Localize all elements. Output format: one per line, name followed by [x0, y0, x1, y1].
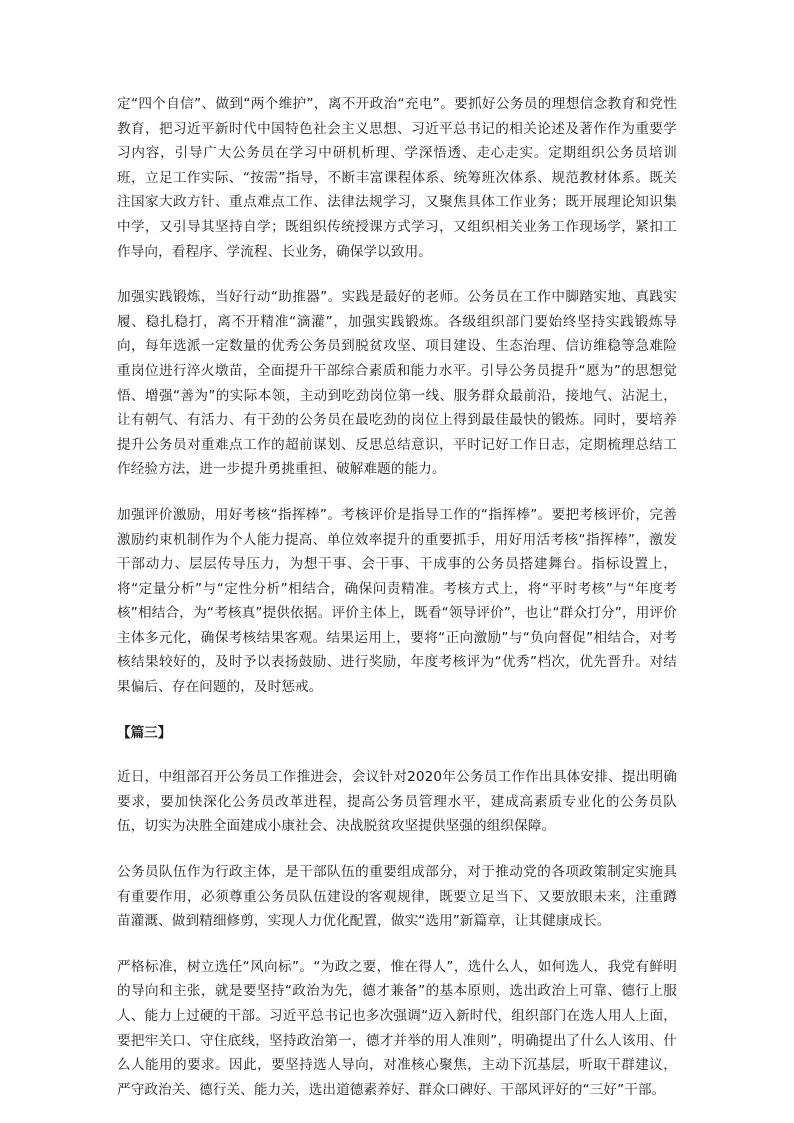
paragraph-meeting: 近日，中组部召开公务员工作推进会，会议针对2020年公务员工作作出具体安排、提出明确要求，要加快深化公务员改革进程，提高公务员管理水平，建成高素质专业化的公务员队伍，切实为决胜全面建成小康社会、决战脱贫攻坚提供坚强的组织保障。 [117, 769, 677, 835]
paragraph-standards: 严格标准，树立选任“风向标”。“为政之要，惟在得人”，选什么人，如何选人，我党有鲜明的导向和主张，就是要坚持“政治为先，德才兼备”的基本原则，选出政治上可靠、德行上服人、能力上过硬的干部。习近平总书记也多次强调“迈入新时代，组织部门在选人用人上面，要把牢关口、守住底线，坚持政治第一，德才并举的用人准则”，明确提出了什么人该用、什么人能用的要求。因此，要坚持选人导向，对准核心聚焦，主动下沉基层，听取干群建议，严守政治关、德行关、能力关，选出道德素养好、群众口碑好、干部风评好的“三好”干部。 [117, 958, 677, 1098]
paragraph-team: 公务员队伍作为行政主体，是干部队伍的重要组成部分，对于推动党的各项政策制定实施具有重要作用，必须尊重公务员队伍建设的客观规律，既要立足当下、又要放眼未来，注重蹲苗灌溉、做到精细修剪，实现人力优化配置，做实“选用”新篇章，让其健康成长。 [117, 864, 677, 930]
paragraph-evaluation: 加强评价激励，用好考核“指挥棒”。考核评价是指导工作的“指挥棒”。要把考核评价，完善激励约束机制作为个人能力提高、单位效率提升的重要抓手，用好用活考核“指挥棒”，激发干部动力、层层传导压力，为想干事、会干事、干成事的公务员搭建舞台。指标设置上，将“定量分析”与“定性分析”相结合，确保问责精准。考核方式上，将“平时考核”与“年度考核”相结合，为“考核真”提供依据。评价主体上，既看“领导评价”，也让“群众打分”，用评价主体多元化，确保考核结果客观。结果运用上，要将“正向激励”与“负向督促”相结合，对考核结果较好的，及时予以表扬鼓励、进行奖励，年度考核评为“优秀”档次，优先晋升。对结果偏后、存在问题的，及时惩戒。 [117, 506, 677, 696]
paragraph-practice: 加强实践锻炼，当好行动“助推器”。实践是最好的老师。公务员在工作中脚踏实地、真践实履、稳扎稳打，离不开精准“滴灌”，加强实践锻炼。各级组织部门要始终坚持实践锻炼导向，每年选派一定数量的优秀公务员到脱贫攻坚、项目建设、生态治理、信访维稳等急难险重岗位进行淬火墩苗，全面提升干部综合素质和能力水平。引导公务员提升“愿为”的思想觉悟、增强“善为”的实际本领，主动到吃劲岗位第一线、服务群众最前沿，接地气、沾泥土，让有朝气、有活力、有干劲的公务员在最吃劲的岗位上得到最佳最快的锻炼。同时，要培养提升公务员对重难点工作的超前谋划、反思总结意识，平时记好工作日志，定期梳理总结工作经验方法，进一步提升勇挑重担、破解难题的能力。 [117, 289, 677, 478]
paragraph-study: 定“四个自信”、做到“两个维护”，离不开政治“充电”。要抓好公务员的理想信念教育和党性教育，把习近平新时代中国特色社会主义思想、习近平总书记的相关论述及著作作为重要学习内容，引导广大公务员在学习中研机析理、学深悟透、走心走实。定期组织公务员培训班，立足工作实际、“按需”指导，不断丰富课程体系、统筹班次体系、规范教材体系。既关注国家大政方针、重点难点工作、法律法规学习，又聚焦具体工作业务；既开展理论知识集中学，又引导其坚持自学；既组织传统授课方式学习，又组织相关业务工作现场学，紧扣工作导向，看程序、学流程、长业务，确保学以致用。 [117, 96, 677, 260]
section-heading: 【篇三】 [117, 724, 172, 741]
document-page [117, 92, 677, 1123]
